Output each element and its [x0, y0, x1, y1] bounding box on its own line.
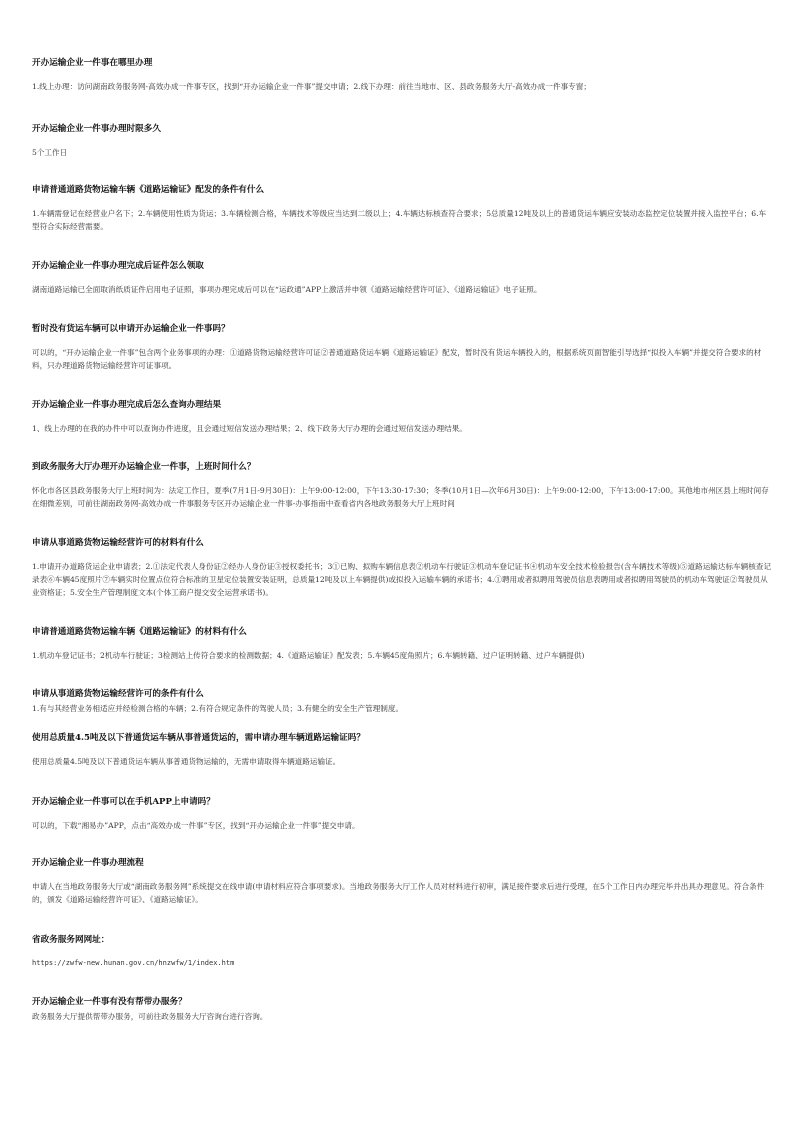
question-heading: 开办运输企业一件事办理流程: [32, 858, 144, 868]
answer-text: 1.有与其经营业务相适应并经检测合格的车辆；2.有符合规定条件的驾驶人员；3.有健全的安全生产管理制度。: [32, 704, 404, 713]
answer-text: 使用总质量4.5吨及以下普通货运车辆从事普通货物运输的，无需申请取得车辆道路运输证。: [32, 757, 341, 766]
answer-text: 申请人在当地政务服务大厅或“湖南政务服务网”系统提交在线申请(申请材料应符合事项要求)。当地政务服务大厅工作人员对材料进行初审，满足接件要求后进行受理，在5个工作日内办理完毕并出具办理意见。符合条件的，颁发《道路运输经营许可证》、《道路运输证》。: [32, 882, 765, 904]
faq-item-process: [32, 857, 772, 906]
faq-item-light-vehicle: [32, 732, 772, 768]
question-heading: 开办运输企业一件事办理时限多久: [32, 124, 161, 134]
question-heading: 开办运输企业一件事办理完成后证件怎么领取: [32, 261, 204, 271]
answer-text: 湖南道路运输已全面取消纸质证件启用电子证照，事项办理完成后可以在“运政通”APP上激活并申领《道路运输经营许可证》、《道路运输证》电子证照。: [32, 285, 542, 294]
question-heading: 省政务服务网网址：: [32, 935, 110, 945]
question-heading: 开办运输企业一件事在哪里办理: [32, 58, 153, 68]
question-heading: 申请从事道路货物运输经营许可的材料有什么: [32, 538, 204, 548]
faq-item-certificate-collection: [32, 260, 772, 296]
answer-text: 1.线上办理：访问湖南政务服务网-高效办成一件事专区，找到“开办运输企业一件事”提交申请；2.线下办理：前往当地市、区、县政务服务大厅-高效办成一件事专窗；: [32, 82, 591, 91]
question-heading: 申请普通道路货物运输车辆《道路运输证》的材料有什么: [32, 627, 247, 637]
answer-text: 1.机动车登记证书；2机动车行驶证；3检测站上传符合要求的检测数据；4.《道路运输证》配发表；5.车辆45度角照片；6.车辆转籍、过户证明转籍、过户车辆提供): [32, 651, 585, 660]
faq-item-certificate-materials: [32, 626, 772, 662]
answer-text: 怀化市各区县政务服务大厅上班时间为：法定工作日，夏季(7月1日-9月30日)：上午9:00-12:00，下午13:30-17:30；冬季(10月1日—次年6月30日)：上午9:00-12:00，下午13:00-17:00。其他地市州区县上班时间存在细微差别，可前往湖南政务网-高效办成一件事服务专区开办运输企业一件事-办事指南中查看省内各地政务服务大厅上班时间: [32, 486, 769, 508]
question-heading: 申请从事道路货物运输经营许可的条件有什么: [32, 689, 204, 699]
question-heading: 使用总质量4.5吨及以下普通货运车辆从事普通货运的，需申请办理车辆道路运输证吗？: [32, 733, 365, 743]
answer-text: 1.申请开办道路货运企业申请表；2.①法定代表人身份证②经办人身份证③授权委托书；3①已购、拟购车辆信息表②机动车行驶证③机动车登记证书④机动车安全技术检验报告(含车辆技术等级)⑤道路运输达标车辆核查记录表⑥车辆45度照片⑦车辆实时位置点位符合标准的卫星定位装置安装证明，总质量12吨及以上车辆提供)或拟投入运输车辆的承诺书；4.①聘用或者拟聘用驾驶员信息表聘用或者拟聘用驾驶员的机动车驾驶证②驾驶员从业资格证；5.安全生产管理制度文本(个体工商户提交安全运营承诺书)。: [32, 562, 772, 597]
question-heading: 开办运输企业一件事办理完成后怎么查询办理结果: [32, 400, 222, 410]
faq-item-license-materials: [32, 537, 772, 599]
question-heading: 申请普通道路货物运输车辆《道路运输证》配发的条件有什么: [32, 185, 265, 195]
question-heading: 到政务服务大厅办理开办运输企业一件事，上班时间什么？: [32, 462, 256, 472]
faq-item-license-conditions: [32, 688, 772, 715]
answer-text: 1.车辆需登记在经营业户名下；2.车辆使用性质为货运；3.车辆检测合格，车辆技术等级应当达到二级以上；4.车辆达标核查符合要求；5总质量12吨及以上的普通货运车辆应安装动态监控定位装置并接入监控平台；6.车型符合实际经营需要。: [32, 209, 767, 231]
faq-item-mobile-app: [32, 796, 772, 832]
question-heading: 开办运输企业一件事有没有帮带办服务？: [32, 997, 187, 1007]
answer-text: 政务服务大厅提供帮带办服务，可前往政务服务大厅咨询台进行咨询。: [32, 1012, 268, 1021]
question-heading: 暂时没有货运车辆可以申请开办运输企业一件事吗？: [32, 324, 230, 334]
answer-text: 1、线上办理的在我的办件中可以查询办件进度，且会通过短信发送办理结果；2、线下政务大厅办理的会通过短信发送办理结果。: [32, 424, 467, 433]
answer-text: 可以的，下载“湘易办”APP，点击“高效办成一件事”专区，找到“开办运输企业一件事”提交申请。: [32, 821, 360, 830]
faq-item-location: [32, 57, 772, 93]
website-url-link[interactable]: https://zwfw-new.hunan.gov.cn/hnzwfw/1/index.htm: [32, 959, 235, 967]
faq-item-certificate-conditions: [32, 184, 772, 233]
faq-item-result-query: [32, 399, 772, 435]
faq-item-assistance: [32, 996, 772, 1023]
answer-text: 可以的，“开办运输企业一件事”包含两个业务事项的办理：①道路货物运输经营许可证②普通道路货运车辆《道路运输证》配发，暂时没有货运车辆投入的，根据系统页面智能引导选择“拟投入车辆”并提交符合要求的材料，只办理道路货物运输经营许可证事项。: [32, 348, 762, 370]
faq-item-no-vehicle: [32, 323, 772, 372]
faq-item-website: [32, 934, 772, 970]
question-heading: 开办运输企业一件事可以在手机APP上申请吗？: [32, 797, 215, 807]
faq-item-time-limit: [32, 123, 772, 159]
faq-item-office-hours: [32, 461, 772, 510]
answer-text: 5个工作日: [32, 148, 68, 157]
